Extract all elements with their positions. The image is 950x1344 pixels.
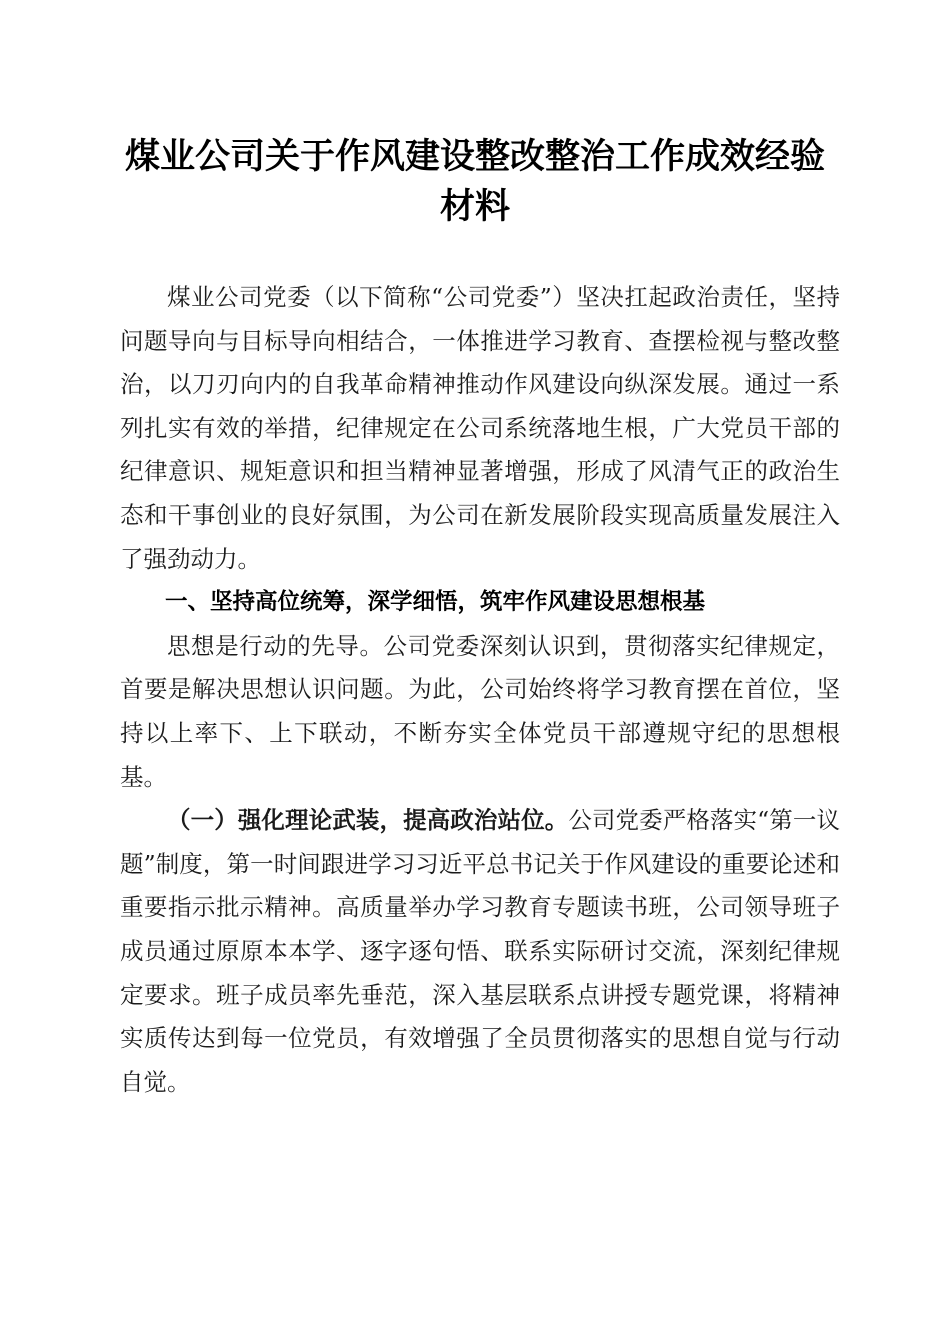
document-title: 煤业公司关于作风建设整改整治工作成效经验材料 — [124, 136, 825, 227]
document-body — [120, 276, 840, 1104]
subsection-text: 公司党委严格落实“第一议题”制度，第一时间跟进学习习近平总书记关于作风建设的重要论述和重要指示批示精神。高质量举办学习教育专题读书班，公司领导班子成员通过原原本本学、逐字逐句悟、联系实际研讨交流，深刻纪律规定要求。班子成员率先垂范，深入基层联系点讲授专题党课，将精神实质传达到每一位党员，有效增强了全员贯彻落实的思想自觉与行动自觉。 — [120, 806, 840, 1096]
section-heading: 一、坚持高位统筹，深学细悟，筑牢作风建设思想根基 — [165, 589, 706, 616]
subsection-lead: （一）强化理论武装，提高政治站位。 — [167, 806, 569, 835]
intro-paragraph: 煤业公司党委（以下简称“公司党委”）坚决扛起政治责任，坚持问题导向与目标导向相结合，一体推进学习教育、查摆检视与整改整治，以刀刃向内的自我革命精神推动作风建设向纵深发展。通过一系列扎实有效的举措，纪律规定在公司系统落地生根，广大党员干部的纪律意识、规矩意识和担当精神显著增强，形成了风清气正的政治生态和干事创业的良好氛围，为公司在新发展阶段实现高质量发展注入了强劲动力。 — [120, 283, 840, 573]
subsection-paragraph — [120, 799, 840, 1104]
section-paragraph: 思想是行动的先导。公司党委深刻认识到，贯彻落实纪律规定，首要是解决思想认识问题。为此，公司始终将学习教育摆在首位，坚持以上率下、上下联动，不断夯实全体党员干部遵规守纪的思想根基。 — [120, 631, 840, 791]
